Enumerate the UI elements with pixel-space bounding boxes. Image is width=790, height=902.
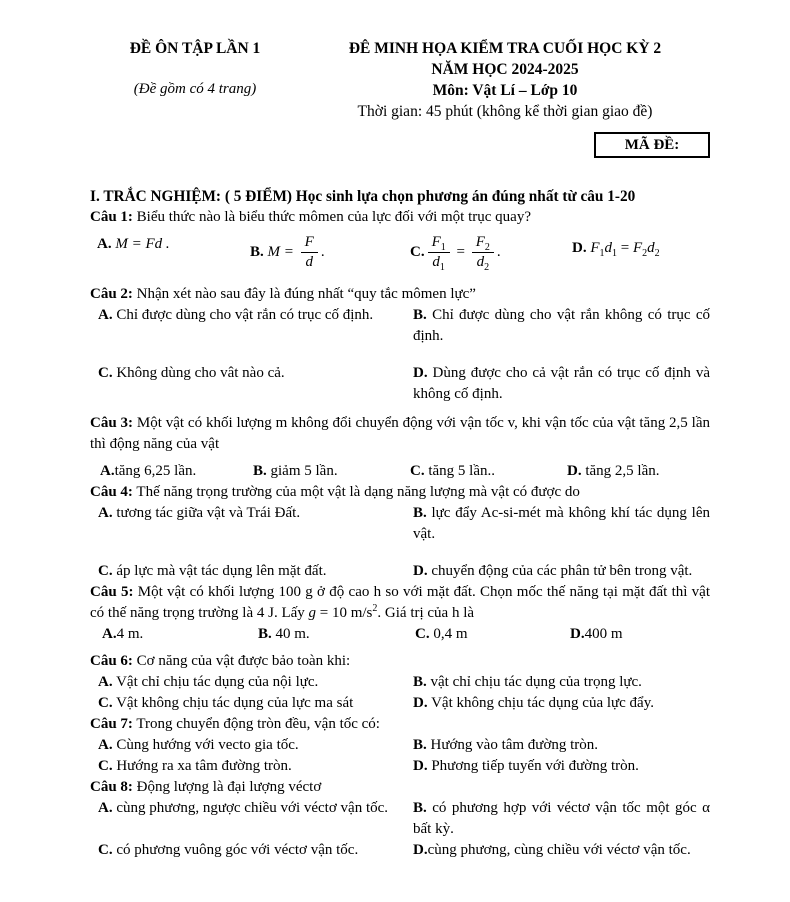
fraction-F-over-d bbox=[301, 234, 318, 272]
option-4A-text: tương tác giữa vật và Trái Đất. bbox=[112, 505, 301, 521]
subscript: 2 bbox=[654, 248, 660, 259]
question-4-stem bbox=[90, 482, 710, 503]
exam-code-row bbox=[90, 132, 710, 158]
option-7C-text: Hướng ra xa tâm đường tròn. bbox=[112, 758, 292, 774]
question-3-label: Câu 3: bbox=[90, 415, 134, 431]
option-2A bbox=[98, 305, 405, 347]
fraction-denominator: d bbox=[305, 254, 313, 271]
option-7B bbox=[413, 735, 710, 756]
option-2C-text: Không dùng cho vât nào cả. bbox=[112, 365, 285, 381]
option-4B-letter: B. bbox=[413, 505, 427, 521]
question-7-stem bbox=[90, 714, 710, 735]
question-4-options-row2 bbox=[90, 561, 710, 582]
question-4-label: Câu 4: bbox=[90, 484, 133, 500]
option-6D-text: Vật không chịu tác dụng của lực đẩy. bbox=[427, 695, 654, 711]
option-8A bbox=[98, 798, 405, 840]
header-left-block bbox=[90, 38, 300, 122]
question-6-text: Cơ năng của vật được bảo toàn khi: bbox=[132, 653, 351, 669]
option-6C-letter: C. bbox=[98, 695, 113, 711]
question-3-options bbox=[90, 461, 710, 482]
option-5A-letter: A. bbox=[102, 626, 117, 642]
option-4D-text: chuyển động của các phân tử bên trong vật. bbox=[427, 563, 693, 579]
question-5-text3: . Giá trị của h là bbox=[377, 605, 475, 621]
equals-sign: = bbox=[617, 240, 633, 256]
option-2B-text: Chỉ được dùng cho vật rắn không có trục cố định. bbox=[413, 307, 710, 344]
option-1B-post: . bbox=[320, 244, 325, 261]
option-5C bbox=[415, 624, 570, 645]
option-1C-letter: C. bbox=[410, 244, 425, 261]
option-6B bbox=[413, 672, 710, 693]
question-7-label: Câu 7: bbox=[90, 716, 133, 732]
option-3B-letter: B. bbox=[253, 463, 267, 479]
question-6-options-row2 bbox=[90, 693, 710, 714]
option-4A-letter: A. bbox=[98, 505, 113, 521]
option-5C-letter: C. bbox=[415, 626, 430, 642]
option-3A-letter: A. bbox=[100, 463, 115, 479]
question-8-text: Động lượng là đại lượng véctơ bbox=[132, 779, 322, 795]
option-3B-text: giảm 5 lần. bbox=[266, 463, 338, 479]
option-4B bbox=[413, 503, 710, 545]
option-4A bbox=[98, 503, 405, 545]
section-heading: I. TRẮC NGHIỆM: ( 5 ĐIỂM) Học sinh lựa chọn phương án đúng nhất từ câu 1-20 bbox=[90, 188, 636, 205]
question-4-text: Thế năng trọng trường của một vật là dạng năng lượng mà vật có được do bbox=[132, 484, 580, 500]
question-6-label: Câu 6: bbox=[90, 653, 133, 669]
question-2-label: Câu 2: bbox=[90, 286, 133, 302]
question-1-label: Câu 1: bbox=[90, 209, 133, 225]
option-6A bbox=[98, 672, 405, 693]
option-2A-letter: A. bbox=[98, 307, 113, 323]
formula-term: F bbox=[590, 240, 600, 256]
option-8A-letter: A. bbox=[98, 800, 113, 816]
superscript: 2 bbox=[372, 603, 378, 614]
exam-header bbox=[90, 38, 710, 122]
option-3C bbox=[410, 461, 567, 482]
option-7C bbox=[98, 756, 405, 777]
question-7-options-row1 bbox=[90, 735, 710, 756]
option-3D-text: tăng 2,5 lần. bbox=[585, 463, 660, 479]
exam-title: ĐÊ MINH HỌA KIỂM TRA CUỐI HỌC KỲ 2 bbox=[348, 40, 662, 57]
option-1C-post: . bbox=[496, 244, 501, 261]
question-5-label: Câu 5: bbox=[90, 584, 134, 600]
option-7A-letter: A. bbox=[98, 737, 113, 753]
duration-line: Thời gian: 45 phút (không kể thời gian giao đề) bbox=[357, 103, 653, 120]
option-5D-text: 400 m bbox=[584, 626, 623, 642]
option-5C-text: 0,4 m bbox=[429, 626, 468, 642]
question-6-options-row1 bbox=[90, 672, 710, 693]
question-8-options-row2 bbox=[90, 840, 710, 861]
option-8D-letter: D. bbox=[413, 842, 428, 858]
subject-line: Môn: Vật Lí – Lớp 10 bbox=[432, 82, 578, 99]
header-right-block bbox=[300, 38, 710, 122]
option-7D-text: Phương tiếp tuyến với đường tròn. bbox=[427, 758, 639, 774]
option-7A bbox=[98, 735, 405, 756]
option-1A bbox=[97, 234, 250, 282]
option-1A-letter: A. bbox=[97, 236, 112, 252]
option-8C bbox=[98, 840, 405, 861]
option-8D bbox=[413, 840, 710, 861]
question-1-text: Biểu thức nào là biểu thức mômen của lực đối với một trục quay? bbox=[132, 209, 531, 225]
option-5B-text: 40 m. bbox=[271, 626, 310, 642]
question-8-options-row1 bbox=[90, 798, 710, 840]
option-1C bbox=[410, 234, 572, 282]
option-5D-letter: D. bbox=[570, 626, 585, 642]
subscript: 1 bbox=[439, 262, 445, 274]
option-3D-letter: D. bbox=[567, 463, 582, 479]
question-7-options-row2 bbox=[90, 756, 710, 777]
option-1B-letter: B. bbox=[250, 244, 264, 261]
option-3B bbox=[253, 461, 410, 482]
question-8-label: Câu 8: bbox=[90, 779, 133, 795]
option-8C-text: có phương vuông góc với véctơ vận tốc. bbox=[112, 842, 359, 858]
option-7D-letter: D. bbox=[413, 758, 428, 774]
option-2C-letter: C. bbox=[98, 365, 113, 381]
option-7B-letter: B. bbox=[413, 737, 427, 753]
option-6A-text: Vật chỉ chịu tác dụng của nội lực. bbox=[112, 674, 319, 690]
subscript: 1 bbox=[612, 248, 618, 259]
option-7D bbox=[413, 756, 710, 777]
option-2B-letter: B. bbox=[413, 307, 427, 323]
option-3C-text: tăng 5 lần.. bbox=[424, 463, 495, 479]
option-8B bbox=[413, 798, 710, 840]
option-6D bbox=[413, 693, 710, 714]
option-8C-letter: C. bbox=[98, 842, 113, 858]
fraction-denominator: d bbox=[432, 254, 440, 271]
question-2-stem bbox=[90, 284, 710, 305]
option-4C-text: áp lực mà vật tác dụng lên mặt đất. bbox=[112, 563, 327, 579]
question-8-stem bbox=[90, 777, 710, 798]
question-3-stem bbox=[90, 413, 710, 455]
fraction-F2-over-d2 bbox=[472, 234, 494, 272]
option-6C bbox=[98, 693, 405, 714]
option-5B-letter: B. bbox=[258, 626, 272, 642]
exam-code-box bbox=[594, 132, 710, 158]
option-2D-text: Dùng được cho cả vật rắn có trục cố định và không cố định. bbox=[413, 365, 710, 402]
option-6B-letter: B. bbox=[413, 674, 427, 690]
question-4-options-row1 bbox=[90, 503, 710, 545]
subscript: 2 bbox=[484, 242, 490, 253]
option-4C bbox=[98, 561, 405, 582]
page-count-note: (Đề gồm có 4 trang) bbox=[133, 81, 257, 97]
option-7A-text: Cùng hướng với vecto gia tốc. bbox=[112, 737, 299, 753]
option-6A-letter: A. bbox=[98, 674, 113, 690]
option-3A-text: tăng 6,25 lần. bbox=[114, 463, 197, 479]
option-4D bbox=[413, 561, 710, 582]
gravity-symbol: g bbox=[308, 605, 317, 621]
fraction-numerator: F bbox=[475, 234, 485, 250]
subscript: 1 bbox=[599, 248, 605, 259]
option-1B-pre: M = bbox=[263, 244, 298, 261]
subscript: 1 bbox=[440, 242, 446, 253]
option-5B bbox=[258, 624, 415, 645]
question-1-stem bbox=[90, 207, 710, 228]
option-2C bbox=[98, 363, 405, 405]
option-2D bbox=[413, 363, 710, 405]
option-3D bbox=[567, 461, 710, 482]
question-5-text2: = 10 m/s bbox=[316, 605, 373, 621]
question-3-text: Một vật có khối lượng m không đổi chuyển động với vận tốc v, khi vận tốc của vật tăng 2,5 lần thì động năng của vật bbox=[90, 415, 710, 452]
question-7-text: Trong chuyển động tròn đều, vận tốc có: bbox=[132, 716, 380, 732]
question-2-text: Nhận xét nào sau đây là đúng nhất “quy tắc mômen lực” bbox=[132, 286, 476, 302]
equals-sign: = bbox=[452, 244, 469, 261]
option-6B-text: vật chỉ chịu tác dụng của trọng lực. bbox=[426, 674, 642, 690]
option-8A-text: cùng phương, ngược chiều với véctơ vận tốc. bbox=[112, 800, 389, 816]
exam-set-title: ĐỀ ÔN TẬP LẦN 1 bbox=[129, 40, 261, 57]
option-6C-text: Vật không chịu tác dụng của lực ma sát bbox=[112, 695, 354, 711]
option-1A-formula: M = Fd . bbox=[111, 236, 170, 252]
option-7C-letter: C. bbox=[98, 758, 113, 774]
subscript: 2 bbox=[642, 248, 648, 259]
formula-term: d bbox=[604, 240, 613, 256]
option-1D-letter: D. bbox=[572, 240, 587, 256]
fraction-numerator: F bbox=[431, 234, 441, 250]
option-8B-text: có phương hợp với véctơ vận tốc một góc α bất kỳ. bbox=[413, 800, 710, 837]
option-6D-letter: D. bbox=[413, 695, 428, 711]
option-7B-text: Hướng vào tâm đường tròn. bbox=[426, 737, 599, 753]
option-4C-letter: C. bbox=[98, 563, 113, 579]
question-2-options-row2 bbox=[90, 363, 710, 405]
option-5D bbox=[570, 624, 710, 645]
formula-term: d bbox=[647, 240, 655, 256]
option-4D-letter: D. bbox=[413, 563, 428, 579]
option-4B-text: lực đẩy Ac-si-mét mà không khí tác dụng lên vật. bbox=[413, 505, 710, 542]
subscript: 2 bbox=[484, 262, 490, 274]
option-2D-letter: D. bbox=[413, 365, 428, 381]
school-year: NĂM HỌC 2024-2025 bbox=[431, 61, 579, 78]
option-3C-letter: C. bbox=[410, 463, 425, 479]
question-5-stem bbox=[90, 582, 710, 624]
option-5A-text: 4 m. bbox=[116, 626, 144, 642]
question-1-options bbox=[90, 230, 710, 282]
exam-code-label: MÃ ĐỀ: bbox=[624, 136, 680, 153]
option-1B bbox=[250, 234, 410, 282]
question-2-options-row1 bbox=[90, 305, 710, 347]
option-2B bbox=[413, 305, 710, 347]
option-1D bbox=[572, 238, 710, 282]
option-8D-text: cùng phương, cùng chiều với véctơ vận tốc. bbox=[427, 842, 691, 858]
option-5A bbox=[102, 624, 258, 645]
fraction-denominator: d bbox=[476, 254, 485, 271]
option-8B-letter: B. bbox=[413, 800, 427, 816]
formula-term: F bbox=[632, 240, 643, 256]
question-5-options bbox=[90, 624, 710, 645]
question-5-text: Một vật có khối lượng 100 g ở độ cao h so với mặt đất. Chọn mốc thế năng tại mặt đất thì vật có thế năng trọng trường là 4 J. Lấy bbox=[90, 584, 711, 621]
fraction-F1-over-d1 bbox=[428, 234, 450, 272]
option-2A-text: Chỉ được dùng cho vật rắn có trục cố định. bbox=[112, 307, 374, 323]
option-3A bbox=[100, 461, 253, 482]
question-6-stem bbox=[90, 651, 710, 672]
fraction-numerator: F bbox=[304, 234, 314, 250]
